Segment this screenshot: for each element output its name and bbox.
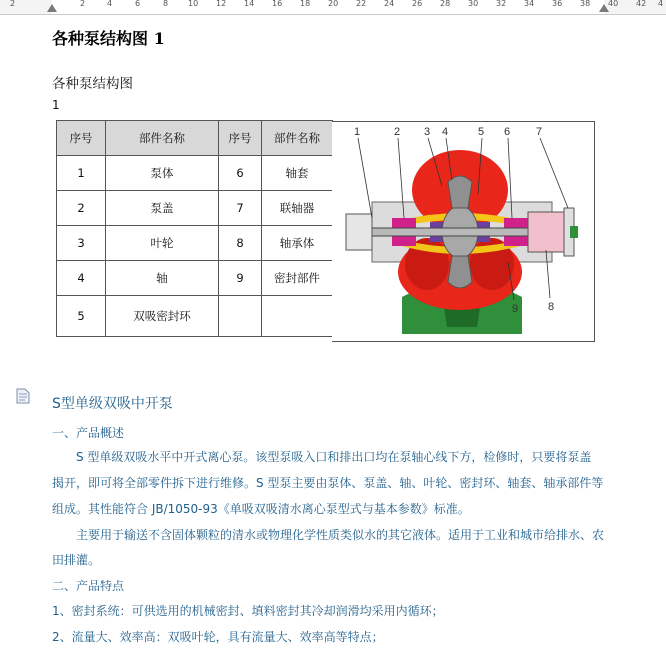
ruler-tick: 26 <box>412 0 423 8</box>
table-cell: 密封部件 <box>262 261 333 296</box>
callout-label: 5 <box>478 126 485 138</box>
callout-label: 1 <box>354 126 361 138</box>
ruler-tick: 8 <box>163 0 169 8</box>
callout-label: 8 <box>548 301 555 313</box>
ruler-tick: 24 <box>384 0 395 8</box>
ruler-tick: 2 <box>10 0 16 8</box>
left-indent-marker[interactable] <box>47 4 57 12</box>
ruler-tick: 36 <box>552 0 563 8</box>
table-header-cell: 部件名称 <box>106 121 219 156</box>
callout-label: 6 <box>504 126 511 138</box>
ruler-tick: 12 <box>216 0 227 8</box>
table-row <box>57 156 333 191</box>
callout-label: 2 <box>394 126 401 138</box>
body-paragraph-line: 主要用于输送不含固体颗粒的清水或物理化学性质类似水的其它液体。适用于工业和城市给排水、农 <box>52 528 605 542</box>
table-cell: 4 <box>57 261 106 296</box>
table-cell: 叶轮 <box>106 226 219 261</box>
horizontal-ruler[interactable] <box>0 0 666 15</box>
table-row <box>57 296 333 337</box>
ruler-tick: 42 <box>636 0 647 8</box>
callout-label: 4 <box>442 126 449 138</box>
table-row <box>57 191 333 226</box>
ruler-tick: 40 <box>608 0 619 8</box>
table-cell: 联轴器 <box>262 191 333 226</box>
document-subtitle: 各种泵结构图 <box>52 76 133 92</box>
section-heading: S型单级双吸中开泵 <box>52 396 173 412</box>
table-row <box>57 261 333 296</box>
table-cell: 6 <box>219 156 262 191</box>
parts-table <box>56 120 333 337</box>
right-indent-marker[interactable] <box>599 4 609 12</box>
table-header-cell: 序号 <box>57 121 106 156</box>
ruler-tick: 38 <box>580 0 591 8</box>
table-cell: 轴承体 <box>262 226 333 261</box>
pump-cross-section-illustration <box>332 122 594 341</box>
ruler-tick: 32 <box>496 0 507 8</box>
table-header-row <box>57 121 333 156</box>
table-cell: 双吸密封环 <box>106 296 219 337</box>
ruler-tick: 18 <box>300 0 311 8</box>
table-cell: 轴 <box>106 261 219 296</box>
ruler-tick: 4 <box>658 0 664 8</box>
table-cell: 8 <box>219 226 262 261</box>
ruler-tick: 16 <box>272 0 283 8</box>
table-cell <box>262 296 333 337</box>
document-title: 各种泵结构图 1 <box>52 29 165 48</box>
pump-diagram <box>332 121 595 342</box>
ruler-tick: 34 <box>524 0 535 8</box>
document-number: 1 <box>52 98 60 112</box>
feature-item: 1、密封系统：可供选用的机械密封、填料密封其冷却润滑均采用内循环； <box>52 604 444 618</box>
callout-label: 9 <box>512 303 519 315</box>
ruler-tick: 30 <box>468 0 479 8</box>
subheading-features: 二、产品特点 <box>52 579 125 593</box>
table-cell <box>219 296 262 337</box>
table-row <box>57 226 333 261</box>
table-header-cell: 序号 <box>219 121 262 156</box>
table-cell: 5 <box>57 296 106 337</box>
document-page-icon <box>16 388 30 404</box>
table-cell: 泵盖 <box>106 191 219 226</box>
ruler-tick: 2 <box>80 0 86 8</box>
table-cell: 9 <box>219 261 262 296</box>
ruler-tick: 28 <box>440 0 451 8</box>
table-cell: 3 <box>57 226 106 261</box>
body-paragraph-line: S 型单级双吸水平中开式离心泵。该型泵吸入口和排出口均在泵轴心线下方，检修时，只要将泵盖 <box>52 450 592 464</box>
ruler-tick: 22 <box>356 0 367 8</box>
table-header-cell: 部件名称 <box>262 121 333 156</box>
ruler-tick: 20 <box>328 0 339 8</box>
body-paragraph-line: 田排灌。 <box>52 553 101 567</box>
table-cell: 2 <box>57 191 106 226</box>
table-cell: 7 <box>219 191 262 226</box>
table-cell: 轴套 <box>262 156 333 191</box>
body-paragraph-line: 揭开，即可将全部零件拆下进行维修。S 型泵主要由泵体、泵盖、轴、叶轮、密封环、轴套、轴承部件等 <box>52 476 604 490</box>
subheading-overview: 一、产品概述 <box>52 426 125 440</box>
feature-item: 2、流量大、效率高：双吸叶轮，具有流量大、效率高等特点； <box>52 630 384 644</box>
ruler-tick: 6 <box>135 0 141 8</box>
callout-label: 3 <box>424 126 431 138</box>
ruler-tick: 14 <box>244 0 255 8</box>
table-cell: 泵体 <box>106 156 219 191</box>
table-cell: 1 <box>57 156 106 191</box>
body-paragraph-line: 组成。其性能符合 JB/1050-93《单吸双吸清水离心泵型式与基本参数》标准。 <box>52 502 470 516</box>
ruler-tick: 4 <box>107 0 113 8</box>
callout-label: 7 <box>536 126 543 138</box>
ruler-tick: 10 <box>188 0 199 8</box>
